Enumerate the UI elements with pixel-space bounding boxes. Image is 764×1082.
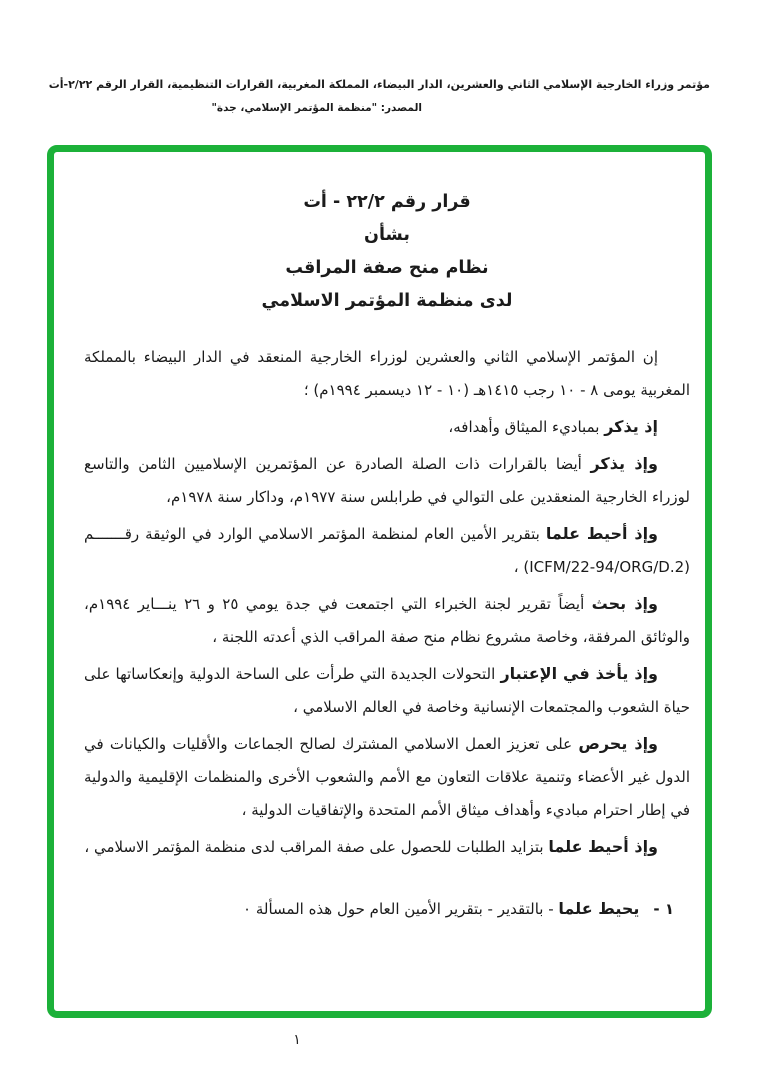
organization-title: لدى منظمة المؤتمر الاسلامي <box>261 291 513 311</box>
preamble-paragraph-4 <box>84 517 690 584</box>
paragraph-text: بمباديء الميثاق وأهدافه، <box>448 418 600 436</box>
paragraph-text: بتقرير الأمين العام لمنظمة المؤتمر الاسلامي الوارد في الوثيقة رقـــــــم (ICFM/22-94/ORG/D.2) ، <box>84 525 690 576</box>
preamble-paragraph-5 <box>84 587 690 654</box>
document-body <box>84 340 690 926</box>
item-text: - بالتقدير - بتقرير الأمين العام حول هذه المسألة ٠ <box>243 900 554 918</box>
page-header <box>40 78 710 114</box>
operative-item-1 <box>84 892 674 926</box>
paragraph-lead: وإذ يأخذ في الإعتبار <box>500 664 658 683</box>
paragraph-text: أيضاً تقرير لجنة الخبراء التي اجتمعت في جدة يومي ٢٥ و ٢٦ ينـــاير ١٩٩٤م، والوثائق المرفقة، وخاصة مشروع نظام منح صفة المراقب الذي أعدته اللجنة ، <box>84 595 690 646</box>
paragraph-text: بتزايد الطلبات للحصول على صفة المراقب لدى منظمة المؤتمر الاسلامي ، <box>84 838 544 856</box>
resolution-number-title: قرار رقم ٢٢/٢ - أت <box>303 192 471 212</box>
preamble-paragraph-1 <box>84 340 690 407</box>
preamble-paragraph-2 <box>84 410 690 444</box>
preamble-paragraph-7 <box>84 727 690 827</box>
paragraph-text: أيضا بالقرارات ذات الصلة الصادرة عن المؤتمرين الإسلاميين الثامن والتاسع لوزراء الخارجية المنعقدين على التوالي في طرابلس سنة ١٩٧٧م، وداكار سنة ١٩٧٨م، <box>84 455 690 506</box>
paragraph-lead: وإذ أحيط علما <box>548 837 658 856</box>
paragraph-lead: إذ يذكر <box>604 417 658 436</box>
preamble-paragraph-3 <box>84 447 690 514</box>
header-citation-line: مؤتمر وزراء الخارجية الإسلامي الثاني والعشرين، الدار البيضاء، المملكة المغربية، القرارات التنظيمية، القرار الرقم ٢/٢٢-أت <box>48 78 710 91</box>
item-lead: يحيط علما <box>558 899 640 918</box>
paragraph-lead: وإذ أحيط علما <box>545 524 659 543</box>
paragraph-lead: وإذ يحرص <box>578 734 658 753</box>
paragraph-text: على تعزيز العمل الاسلامي المشترك لصالح الجماعات والأقليات والكيانات في الدول غير الأعضاء وتنمية علاقات التعاون مع الأمم والشعوب الأخرى والمنظمات الإقليمية والدولية في إطار احترام مباديء وأهداف ميثاق الأمم المتحدة والإتفاقيات الدولية ، <box>84 735 690 819</box>
subject-title: نظام منح صفة المراقب <box>285 258 489 278</box>
paragraph-text: إن المؤتمر الإسلامي الثاني والعشرين لوزراء الخارجية المنعقد في الدار البيضاء بالمملكة المغربية يومى ٨ - ١٠ رجب ١٤١٥هـ (١٠ - ١٢ ديسمبر ١٩٩٤م) ؛ <box>84 348 690 399</box>
title-block <box>84 186 690 318</box>
paragraph-lead: وإذ بحث <box>591 594 658 613</box>
paragraph-text: التحولات الجديدة التي طرأت على الساحة الدولية وإنعكاساتها على حياة الشعوب والمجتمعات الإنسانية وخاصة في العالم الاسلامي ، <box>84 665 690 716</box>
paragraph-lead: وإذ يذكر <box>590 454 658 473</box>
page-number: ١ <box>293 1032 301 1048</box>
regarding-label: بشأن <box>364 225 410 245</box>
preamble-paragraph-6 <box>84 657 690 724</box>
preamble-paragraph-8 <box>84 830 690 864</box>
item-number: ١ - <box>653 900 674 918</box>
header-source-line: المصدر: "منظمة المؤتمر الإسلامي، جدة" <box>211 102 422 114</box>
document-green-frame <box>47 145 712 1018</box>
